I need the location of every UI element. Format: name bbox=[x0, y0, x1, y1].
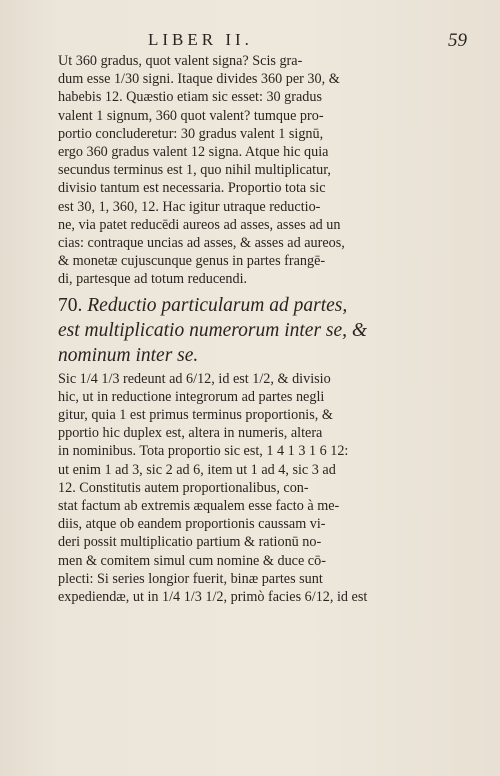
text-line: di, partesque ad totum reducendi. bbox=[58, 271, 248, 288]
section-number: 70. bbox=[58, 294, 83, 316]
text-block bbox=[58, 52, 403, 606]
text-line: & monetæ cujuscunque genus in partes frangē- bbox=[58, 253, 326, 270]
paragraph-2 bbox=[58, 370, 403, 607]
text-line: est 30, 1, 360, 12. Hac igitur utraque reductio- bbox=[58, 198, 321, 215]
text-line: men & comitem simul cum nomine & duce cō- bbox=[58, 552, 326, 569]
text-line: stat factum ab extremis æqualem esse facto à me- bbox=[58, 498, 340, 515]
text-line: Ut 360 gradus, quot valent signa? Scis gra- bbox=[58, 53, 303, 69]
section-heading-line bbox=[58, 293, 403, 318]
text-line: secundus terminus est 1, quo nihil multiplicatur, bbox=[58, 162, 331, 179]
text-line: ergo 360 gradus valent 12 signa. Atque hic quia bbox=[58, 144, 329, 161]
text-line: habebis 12. Quæstio etiam sic esset: 30 gradus bbox=[58, 89, 323, 106]
section-heading-text: Reductio particularum ad partes, bbox=[87, 294, 348, 316]
text-line: cias: contraque uncias ad asses, & asses ad aureos, bbox=[58, 235, 345, 252]
text-line: plecti: Si series longior fuerit, binæ partes sunt bbox=[58, 570, 323, 587]
section-heading-line: est multiplicatio numerorum inter se, & bbox=[58, 319, 368, 341]
page-header bbox=[0, 30, 500, 54]
text-line: ne, via patet reducēdi aureos ad asses, asses ad un bbox=[58, 216, 341, 233]
text-line: gitur, quia 1 est primus terminus proportionis, & bbox=[58, 407, 333, 424]
text-line: pportio hic duplex est, altera in numeris, altera bbox=[58, 425, 323, 442]
running-head: LIBER II. bbox=[148, 30, 253, 49]
text-line: 12. Constitutis autem proportionalibus, con- bbox=[58, 479, 309, 496]
text-line: Sic 1/4 1/3 redeunt ad 6/12, id est 1/2, & divisio bbox=[58, 370, 331, 387]
text-line: hic, ut in reductione integrorum ad partes negli bbox=[58, 388, 325, 405]
page-number: 59 bbox=[448, 30, 467, 51]
text-line: in nominibus. Tota proportio sic est, 1 4 1 3 1 6 12: bbox=[58, 443, 349, 460]
text-line: deri possit multiplicatio partium & rationū no- bbox=[58, 534, 322, 551]
section-heading bbox=[58, 293, 403, 368]
text-line: portio concluderetur: 30 gradus valent 1 signū, bbox=[58, 125, 324, 142]
text-line: expediendæ, ut in 1/4 1/3 1/2, primò facies 6/12, id est bbox=[58, 589, 368, 606]
text-line: ut enim 1 ad 3, sic 2 ad 6, item ut 1 ad 4, sic 3 ad bbox=[58, 461, 336, 478]
paragraph-1 bbox=[58, 52, 403, 289]
text-line: diis, atque ob eandem proportionis caussam vi- bbox=[58, 516, 326, 533]
text-line: divisio tantum est necessaria. Proportio tota sic bbox=[58, 180, 326, 197]
text-line: dum esse 1/30 signi. Itaque divides 360 per 30, & bbox=[58, 71, 340, 88]
text-line: valent 1 signum, 360 quot valent? tumque pro- bbox=[58, 107, 324, 124]
section-heading-line: nominum inter se. bbox=[58, 344, 199, 366]
